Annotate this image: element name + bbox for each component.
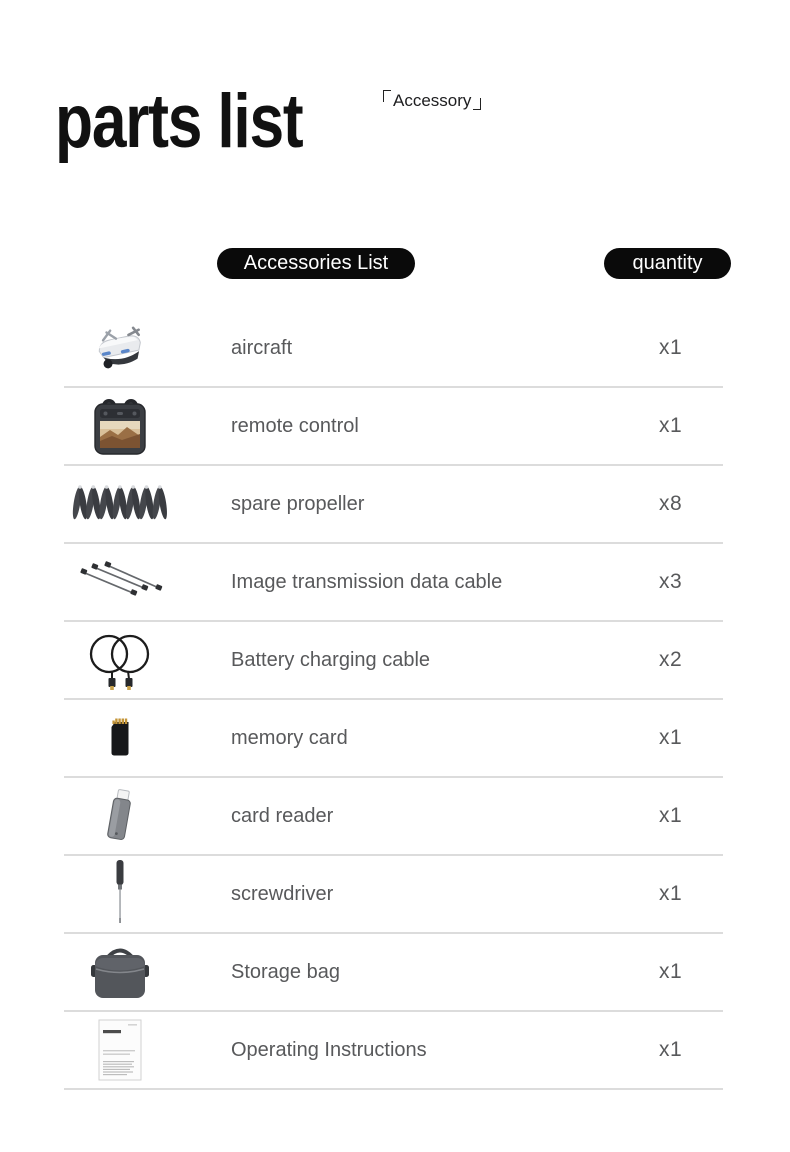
table-row xyxy=(64,778,723,856)
table-row xyxy=(64,856,723,934)
item-name: remote control xyxy=(231,414,359,437)
table-row xyxy=(64,1012,723,1090)
charging-cable-icon xyxy=(64,622,176,698)
accessories-table xyxy=(64,310,723,1090)
screwdriver-icon xyxy=(64,856,176,932)
propeller-icon xyxy=(64,466,176,542)
data-cable-icon xyxy=(64,544,176,620)
table-row xyxy=(64,622,723,700)
item-name: Storage bag xyxy=(231,960,340,983)
item-name: Image transmission data cable xyxy=(231,570,503,593)
card-reader-icon xyxy=(64,778,176,854)
table-row xyxy=(64,310,723,388)
storage-bag-icon xyxy=(64,934,176,1010)
quantity-header-pill: quantity xyxy=(604,248,731,279)
item-name: Operating Instructions xyxy=(231,1038,427,1061)
item-name: spare propeller xyxy=(231,492,365,515)
table-row xyxy=(64,466,723,544)
item-qty: x1 xyxy=(659,1038,683,1061)
item-name: memory card xyxy=(231,726,348,749)
page-title: parts list xyxy=(55,79,303,164)
item-qty: x2 xyxy=(659,648,683,671)
item-qty: x3 xyxy=(659,570,683,593)
close-corner-bracket xyxy=(473,98,481,110)
item-name: Battery charging cable xyxy=(231,648,431,671)
item-qty: x1 xyxy=(659,414,683,437)
drone-icon xyxy=(64,310,176,386)
item-qty: x1 xyxy=(659,882,683,905)
item-name: card reader xyxy=(231,804,334,827)
item-qty: x8 xyxy=(659,492,683,515)
item-qty: x1 xyxy=(659,960,683,983)
accessories-list-header-pill: Accessories List xyxy=(217,248,415,279)
item-name: screwdriver xyxy=(231,882,334,905)
manual-icon xyxy=(64,1012,176,1088)
page-subtitle-label: Accessory xyxy=(393,91,472,110)
item-qty: x1 xyxy=(659,336,683,359)
table-row xyxy=(64,544,723,622)
page-subtitle xyxy=(383,90,481,110)
item-name: aircraft xyxy=(231,336,293,359)
table-row xyxy=(64,700,723,778)
remote-control-icon xyxy=(64,388,176,464)
item-qty: x1 xyxy=(659,804,683,827)
table-row xyxy=(64,934,723,1012)
table-row xyxy=(64,388,723,466)
item-qty: x1 xyxy=(659,726,683,749)
memory-card-icon xyxy=(64,700,176,776)
open-corner-bracket xyxy=(383,90,391,102)
